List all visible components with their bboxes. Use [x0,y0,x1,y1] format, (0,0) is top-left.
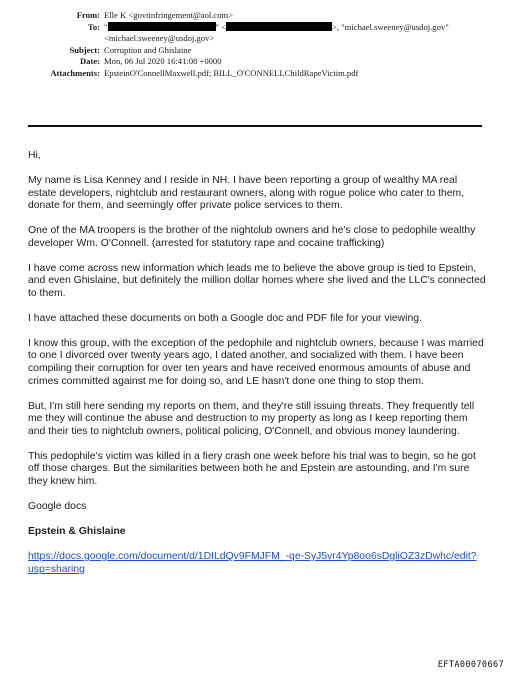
paragraph-3: I have come across new information which leads me to believe the above group is tied to Epstein, and even Ghislaine, but definitely the million dollar homes where she lived and the LLC's connected to them. [28,262,486,299]
from-value: Elle K <govtinfringement@aol.com> [104,10,234,20]
attachments-value: EpsteinO'ConnellMaxwell.pdf; BILL_O'CONNELLChildRapeVictim.pdf [104,67,359,78]
to-line-2: <michael.sweeney@usdoj.gov> [104,33,215,44]
date-label: Date: [79,56,100,67]
greeting: Hi, [28,150,41,161]
paragraph-6: But, I'm still here sending my reports on them, and they're still issuing threats. They frequently tell me they will continue the abuse and destruction to my property as long as I keep reporting them and their ties to nightclub owners, political policing, O'Connell, and obvious money laundering. [28,400,475,437]
date-row [0,56,512,68]
subject-value: Corruption and Ghislaine [104,44,192,55]
paragraph-1: My name is Lisa Kenney and I reside in NH. I have been reporting a group of wealthy MA real estate developers, nightclub and restaurant owners, along with rogue police who cater to them, donate for them, and seemingly offer private police services to them. [28,174,465,212]
email-header [0,10,512,80]
paragraph-2: One of the MA troopers is the brother of the nightclub owners and he's close to pedophile wealthy developer Wm. O'Connell. (arrested for statutory rape and cocaine trafficking) [28,225,476,249]
from-row [0,10,512,22]
subject-label: Subject: [69,44,100,55]
to-value [104,22,512,34]
paragraph-5: I know this group, with the exception of the pedophile and nightclub owners, because I was married to one I divorced over twenty years ago, I dated another, and socialized with them. I have been compiling their corruption for over ten years and have received enormous amounts of abuse and crimes committed against me for doing so, and LE hasn't done one thing to stop them. [28,337,484,387]
to-prefix: " [104,21,108,32]
bates-number: EFTA00070667 [437,660,504,670]
to-row [0,22,512,34]
google-doc-link[interactable]: https://docs.google.com/document/d/1DILdQv9FMJFM_-qe-SyJ5vr4Yp8oo6sDgliOZ3zDwhc/edit?usp=sharing [28,550,477,575]
to-label: To: [87,21,100,32]
date-value: Mon, 06 Jul 2020 16:41:08 +0000 [104,56,222,67]
paragraph-7: This pedophile's victim was killed in a fiery crash one week before his trial was to begin, so he got off those charges. But the similarities between both he and Epstein are astounding, and I'm sure they knew him. [28,450,476,488]
subject-row [0,45,512,57]
doc-title: Epstein & Ghislaine [28,525,126,537]
attachments-label: Attachments: [50,67,100,78]
header-divider [28,125,482,127]
to-mid-1: " < [215,21,227,32]
redaction-bar [108,22,216,31]
google-docs-label: Google docs [28,501,87,512]
paragraph-4: I have attached these documents on both a Google doc and PDF file for your viewing. [28,312,422,324]
attachments-row [0,68,512,80]
redaction-bar [226,22,332,31]
from-label: From: [76,10,100,20]
to-mid-2: >, "michael.sweeney@usdoj.gov" [332,21,449,32]
email-body [28,150,486,589]
to-row-continued [0,33,512,45]
